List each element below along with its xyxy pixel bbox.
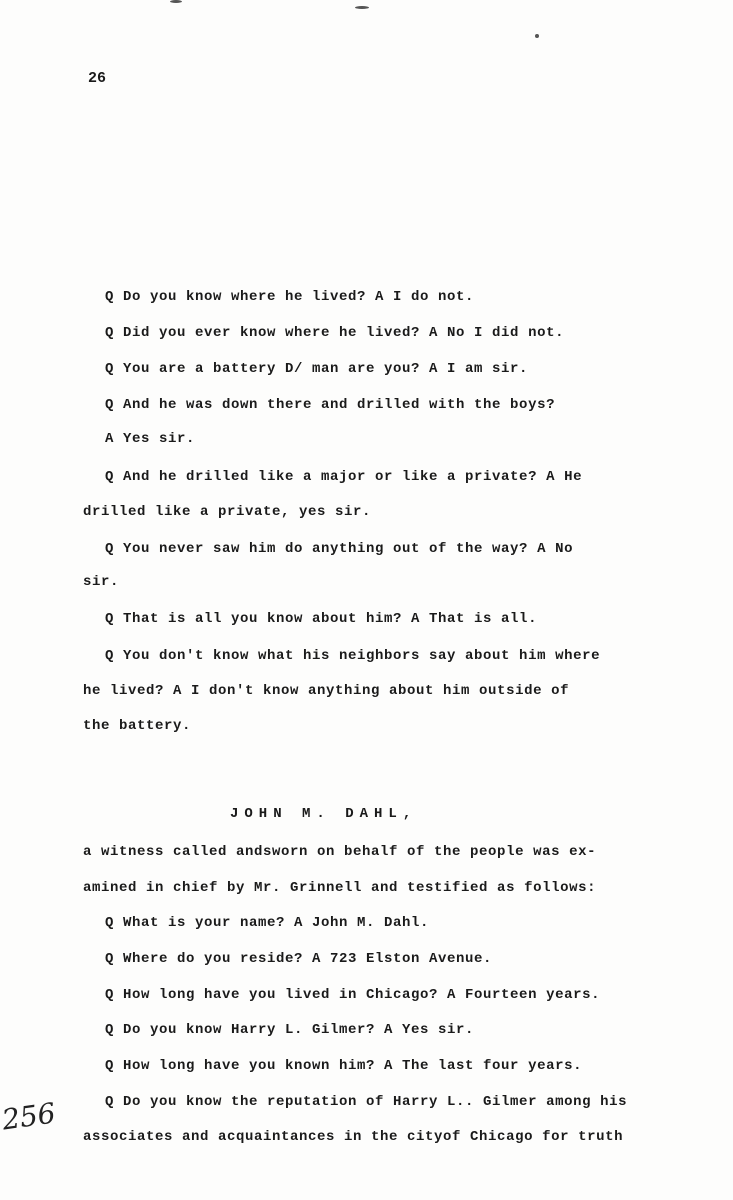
transcript-line: he lived? A I don't know anything about him outside of	[83, 683, 570, 699]
transcript-line: amined in chief by Mr. Grinnell and testified as follows:	[83, 880, 597, 896]
transcript-line: Q Do you know Harry L. Gilmer? A Yes sir.	[105, 1022, 475, 1038]
ink-smudge	[170, 0, 182, 3]
transcript-line: Q And he was down there and drilled with the boys?	[105, 397, 556, 413]
transcript-line: Q How long have you lived in Chicago? A Fourteen years.	[105, 987, 601, 1003]
transcript-line: Q Did you ever know where he lived? A No I did not.	[105, 325, 565, 341]
transcript-line: Q Where do you reside? A 723 Elston Avenue.	[105, 951, 493, 967]
page-number: 26	[88, 70, 107, 87]
transcript-line: a witness called andsworn on behalf of the people was ex-	[83, 844, 597, 860]
transcript-line: A Yes sir.	[105, 431, 196, 447]
witness-heading: JOHN M. DAHL,	[230, 806, 418, 822]
transcript-line: Q You don't know what his neighbors say about him where	[105, 648, 601, 664]
transcript-line: Q You never saw him do anything out of the way? A No	[105, 541, 574, 557]
transcript-line: Q And he drilled like a major or like a private? A He	[105, 469, 583, 485]
ink-smudge	[355, 6, 369, 9]
transcript-line: Q What is your name? A John M. Dahl.	[105, 915, 430, 931]
transcript-line: Q Do you know where he lived? A I do not.	[105, 289, 475, 305]
transcript-line: Q You are a battery D/ man are you? A I am sir.	[105, 361, 529, 377]
transcript-line: the battery.	[83, 718, 192, 734]
transcript-line: Q That is all you know about him? A That is all.	[105, 611, 538, 627]
transcript-line: associates and acquaintances in the cityof Chicago for truth	[83, 1129, 624, 1145]
handwritten-page-note: 256	[0, 1096, 58, 1137]
transcript-line: Q How long have you known him? A The last four years.	[105, 1058, 583, 1074]
transcript-line: Q Do you know the reputation of Harry L.. Gilmer among his	[105, 1094, 628, 1110]
transcript-line: sir.	[83, 574, 120, 590]
ink-smudge	[535, 34, 539, 38]
transcript-line: drilled like a private, yes sir.	[83, 504, 372, 520]
